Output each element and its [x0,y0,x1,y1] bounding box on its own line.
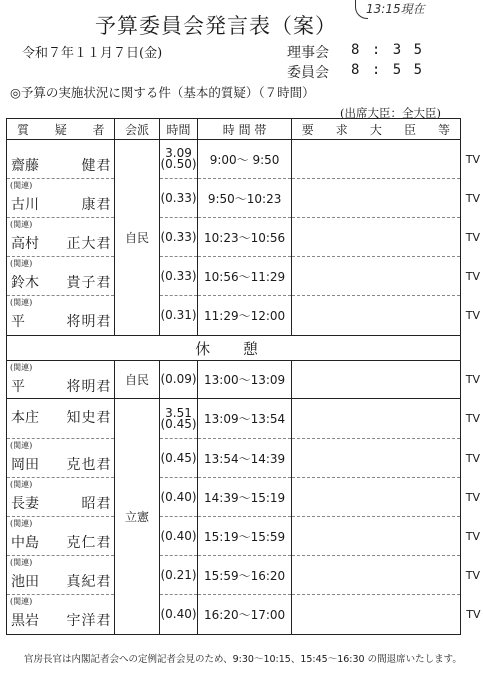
header-party: 会派 [115,119,159,140]
questioner-cell: 本庄 知史君 [7,399,115,439]
table-row [7,478,483,517]
tv-broadcast-mark: TV [465,309,480,322]
time-cell: (0.45) [159,439,198,478]
table-row [7,361,483,399]
request-cell [291,361,460,399]
time-cell: (0.21) [159,556,198,595]
tv-broadcast-mark: TV [465,230,480,244]
questioner-cell: (関連) 高村 正大君 [7,218,115,257]
header-request: 要 求 大 臣 等 [291,119,460,140]
questioner-cell: (関連) 岡田 克也君 [7,439,115,478]
time-band-cell: 10:56～11:29 [198,257,291,296]
request-cell [291,218,460,257]
questioner-cell: (関連) 鈴木 貴子君 [7,257,115,296]
table-row [7,595,483,635]
footer-note: 官房長官は内閣記者会への定例記者会見のため、9:30～10:15、15:45～16:30 の間退席いたします。 [24,654,462,665]
agenda-subject: ◎予算の実施状況に関する件（基本的質疑）（７時間） [10,85,315,100]
time-band-cell: 11:29～12:00 [198,296,291,336]
questioner-cell: (関連) 平 将明君 [7,296,115,336]
request-cell [291,595,460,635]
table-row [7,439,483,478]
tv-broadcast-mark: TV [465,529,480,543]
iinkai-time: 8 : 5 5 [351,62,425,78]
time-band-cell: 14:39～15:19 [198,478,291,517]
recess-row [7,336,483,361]
request-cell [291,439,460,478]
table-row [7,399,483,439]
request-cell [291,296,460,336]
handwritten-time-note: 13:15現在 [366,2,425,16]
questioner-cell: (関連) 古川 康君 [7,179,115,218]
table-row [7,556,483,595]
table-row [7,140,483,179]
questioner-cell: 齋藤 健君 [7,140,115,179]
time-cell: (0.33) [159,257,198,296]
time-cell: (0.33) [159,218,198,257]
request-cell [291,179,460,218]
questioner-cell: (関連) 中島 克仁君 [7,517,115,556]
time-cell: (0.40) [159,478,198,517]
table-row [7,179,483,218]
time-band-cell: 10:23～10:56 [198,218,291,257]
time-band-cell: 9:50～10:23 [198,179,291,218]
table-row [7,257,483,296]
header-band: 時 間 帯 [198,119,291,140]
time-band-cell: 13:54～14:39 [198,439,291,478]
time-band-cell: 13:09～13:54 [198,399,291,439]
request-cell [291,399,460,439]
party-cell-rikken: 立憲 [115,399,159,635]
time-cell: (0.40) [159,595,198,635]
header-questioner: 質 疑 者 [7,119,115,140]
time-cell: 3.51 (0.45) [159,399,198,439]
attending-ministers: (出席大臣：全大臣) [340,106,441,120]
table-row [7,218,483,257]
request-cell [291,556,460,595]
tv-broadcast-mark: TV [465,269,480,283]
tv-broadcast-mark: TV [465,412,480,425]
questioner-cell: (関連) 平 将明君 [7,361,115,399]
time-cell: (0.33) [159,179,198,218]
tv-broadcast-mark: TV [466,608,481,621]
table-row [7,517,483,556]
request-cell [291,478,460,517]
time-cell: (0.09) [159,361,198,399]
tv-broadcast-mark: TV [465,568,480,582]
tv-broadcast-mark: TV [465,152,480,166]
time-cell: (0.40) [159,517,198,556]
rijikai-label: 理事会 [287,45,329,61]
header-time: 時間 [159,119,198,140]
iinkai-label: 委員会 [287,65,329,81]
meeting-date: 令和７年１１月７日(金) [22,46,163,61]
request-cell [291,517,460,556]
time-band-cell: 9:00～ 9:50 [198,140,291,179]
time-band-cell: 15:19～15:59 [198,517,291,556]
rijikai-time: 8 : 3 5 [351,42,425,58]
time-cell: 3.09 (0.50) [159,140,198,179]
table-row [7,296,483,336]
time-band-cell: 16:20～17:00 [198,595,291,635]
tv-broadcast-mark: TV [465,373,480,386]
party-cell-jimin: 自民 [115,140,159,336]
speaker-schedule-table [6,118,483,635]
table-header-row [7,119,483,140]
time-cell: (0.31) [159,296,198,336]
party-cell: 自民 [115,361,159,399]
request-cell [291,257,460,296]
request-cell [291,140,460,179]
time-band-cell: 15:59～16:20 [198,556,291,595]
questioner-cell: (関連) 池田 真紀君 [7,556,115,595]
time-band-cell: 13:00～13:09 [198,361,291,399]
questioner-cell: (関連) 黒岩 宇洋君 [7,595,115,635]
tv-broadcast-mark: TV [465,490,480,504]
tv-broadcast-mark: TV [465,451,480,465]
questioner-cell: (関連) 長妻 昭君 [7,478,115,517]
tv-broadcast-mark: TV [465,191,480,205]
handwritten-bracket-mark [355,0,368,19]
recess-label: 休 憩 [7,336,461,361]
page-title: 予算委員会発言表（案） [95,14,337,38]
